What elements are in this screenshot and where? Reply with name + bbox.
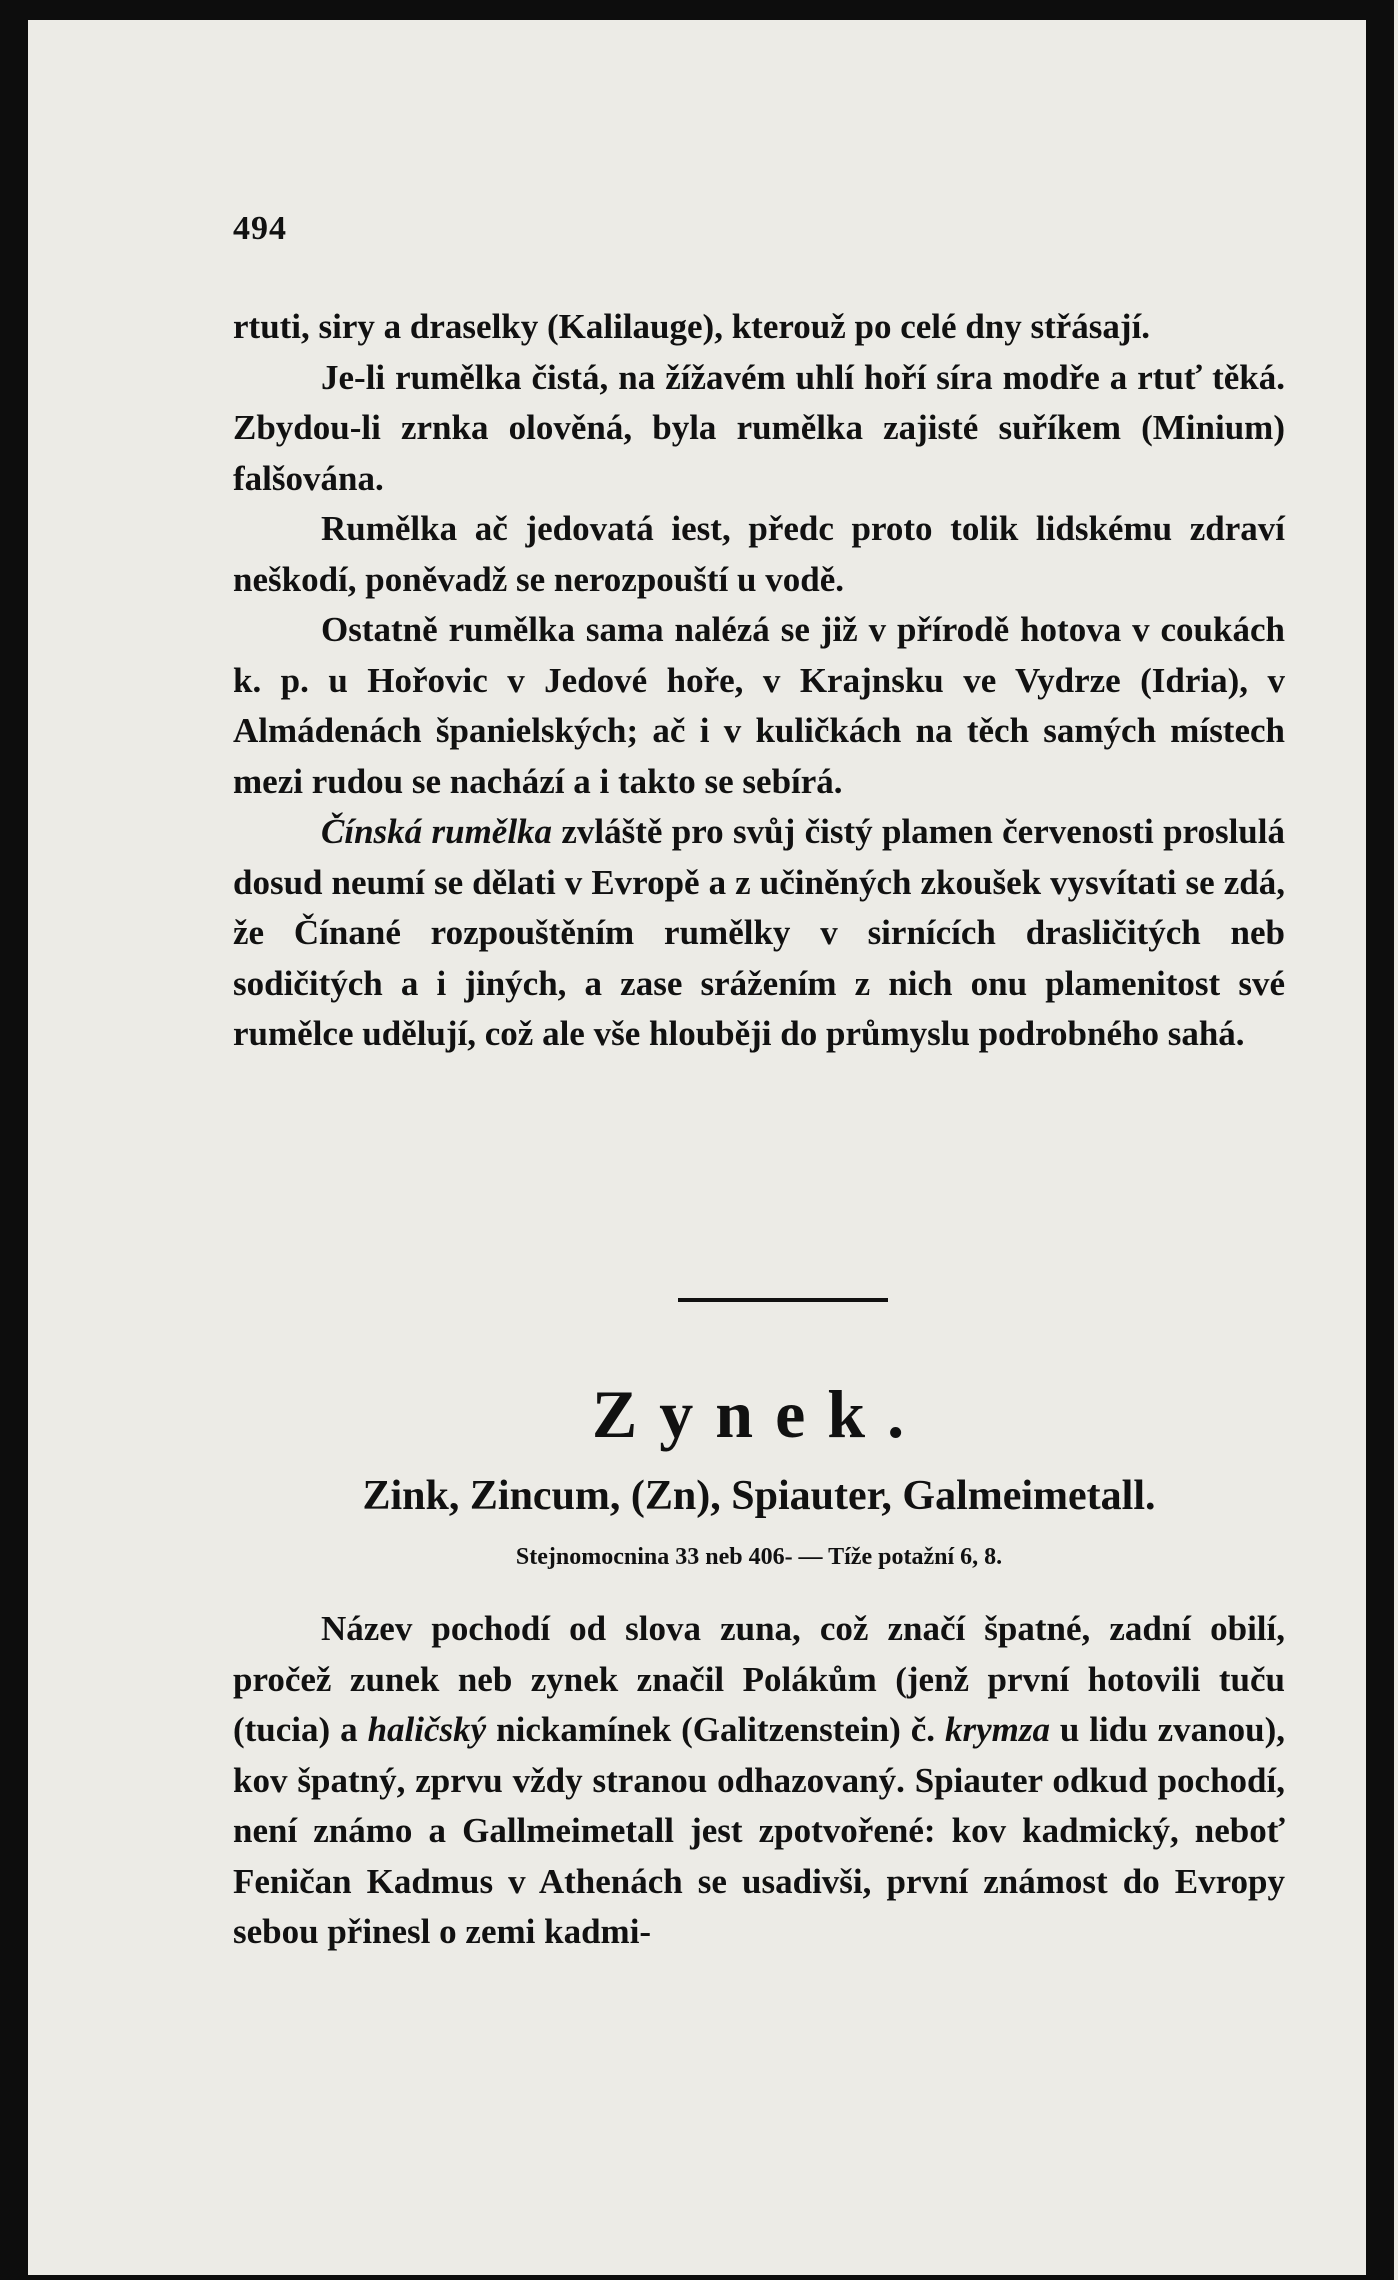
paragraph-5-text: zvláště pro svůj čistý plamen červenosti proslulá dosud neumí se dělati v Evropě a z učiněných zkoušek vysvítati se zdá, že Čínané rozpouštěním rumělky v sirnících drasličitých neb sodičitých a i jiných, a zase srážením z nich onu plamenitost své rumělce udělují, což ale vše hlouběji do průmyslu podrobného sahá. bbox=[233, 812, 1285, 1053]
element-properties: Stejnomocnina 33 neb 406- — Tíže potažní 6, 8. bbox=[515, 1544, 1003, 1570]
zinc-text-1: Název pochodí od slova zuna, což značí špatné, zadní obilí, pročež zunek neb zynek značil Polákům (jenž první hotovili tuču (tucia) a bbox=[233, 1609, 1285, 1749]
paragraph-5 bbox=[233, 807, 1285, 1060]
section-subheading: Zink, Zincum, (Zn), Spiauter, Galmeimetall. bbox=[362, 1473, 1156, 1519]
paragraph-block-zinc bbox=[233, 1604, 1285, 1958]
page-number: 494 bbox=[233, 210, 287, 247]
zinc-italic-2: krymza bbox=[944, 1710, 1050, 1749]
section-heading: Zynek. bbox=[591, 1376, 927, 1452]
paragraph-2: Je-li rumělka čistá, na žížavém uhlí hoří síra modře a rtuť těká. Zbydou-li zrnka olověná, byla rumělka zajisté suříkem (Minium) falšována. bbox=[233, 357, 1285, 498]
scan-edge bbox=[1380, 0, 1398, 2280]
paragraph-1: rtuti, siry a draselky (Kalilauge), kterouž po celé dny střásají. bbox=[233, 307, 1151, 346]
zinc-text-3: u lidu zvanou), kov špatný, zprvu vždy stranou odhazovaný. Spiauter odkud pochodí, není známo a Gallmeimetall jest zpotvořené: kov kadmický, neboť Feničan Kadmus v Athenách se usadivši, první známost do Evropy sebou přinesl o zemi kadmi- bbox=[233, 1710, 1285, 1951]
book-page bbox=[28, 20, 1366, 2275]
paragraph-3: Rumělka ač jedovatá iest, předc proto tolik lidskému zdraví neškodí, poněvadž se nerozpouští u vodě. bbox=[233, 509, 1285, 599]
chinese-cinnabar-term: Čínská rumělka bbox=[321, 812, 553, 851]
zinc-text-2: nickamínek (Galitzenstein) č. bbox=[486, 1710, 945, 1749]
paragraph-4: Ostatně rumělka sama nalézá se již v přírodě hotova v coukách k. p. u Hořovic v Jedové hoře, v Krajnsku ve Vydrze (Idria), v Almádenách španielských; ač i v kuličkách na těch samých místech mezi rudou se nachází a i takto se sebírá. bbox=[233, 610, 1285, 801]
section-divider bbox=[678, 1298, 888, 1302]
paragraph-block-cinnabar bbox=[233, 302, 1285, 1060]
zinc-italic-1: haličský bbox=[367, 1710, 487, 1749]
zinc-paragraph bbox=[233, 1604, 1285, 1958]
